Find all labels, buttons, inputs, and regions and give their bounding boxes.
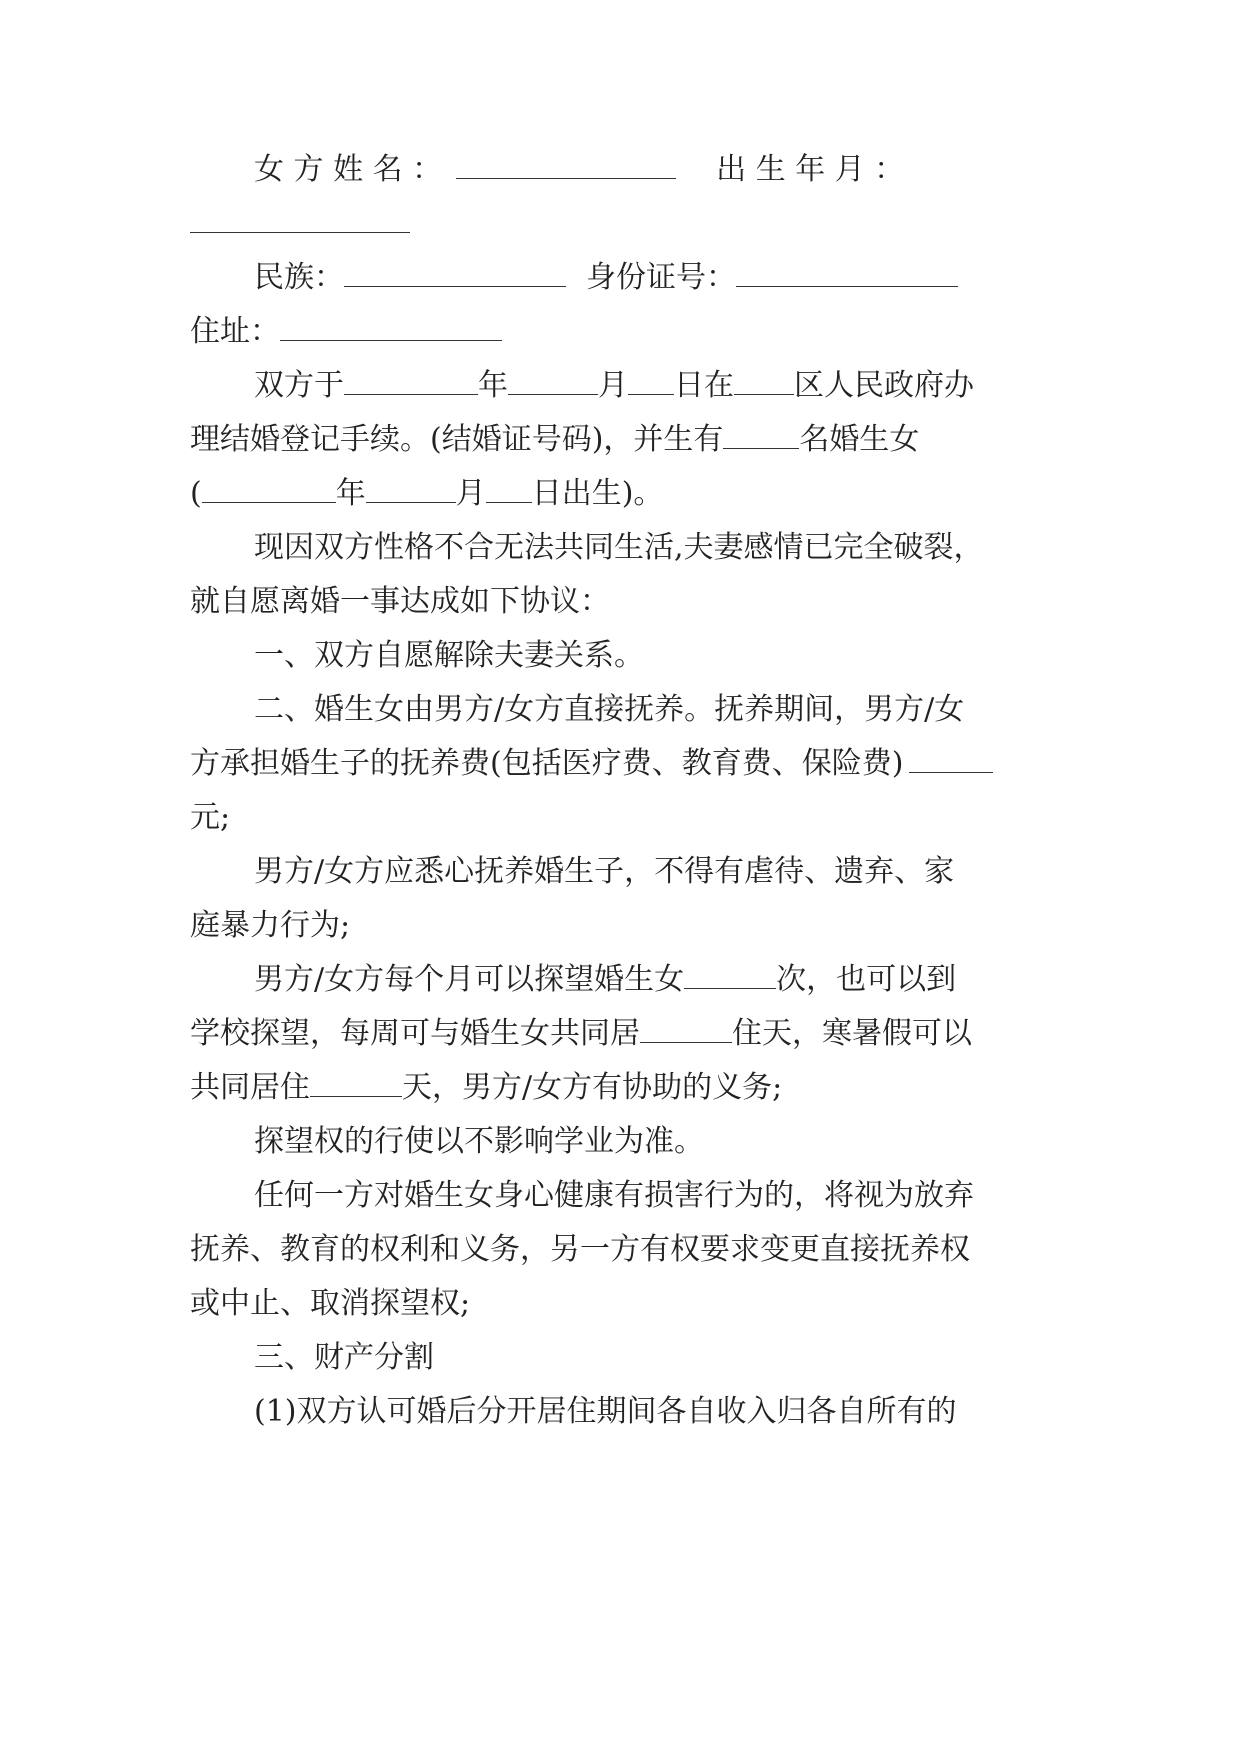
visit-times-blank[interactable]: [684, 958, 776, 989]
children-count-blank[interactable]: [723, 418, 799, 449]
clause-1: 一、双方自愿解除夫妻关系。: [254, 638, 644, 673]
female-name-label: 女 方 姓 名 ：: [254, 152, 443, 187]
marriage-district-blank[interactable]: [734, 364, 794, 395]
clause-3-heading: 三、财产分割: [254, 1340, 434, 1375]
marriage-text: (: [190, 476, 202, 511]
clause-2-line-2: [190, 742, 1050, 786]
visit-line-1: [254, 958, 1050, 1002]
marriage-text: 月: [455, 476, 486, 511]
female-id-label: 身份证号：: [586, 260, 736, 295]
holiday-stay-blank[interactable]: [310, 1066, 402, 1097]
care-line-2: 庭暴力行为;: [190, 908, 351, 943]
female-name-row: [254, 148, 1050, 192]
reason-line-1: 现因双方性格不合无法共同生活,夫妻感情已完全破裂，: [254, 530, 984, 565]
child-birth-day-blank[interactable]: [486, 472, 532, 503]
marriage-text: 理结婚登记手续。(结婚证号码)，并生有: [190, 422, 724, 457]
female-birth-blank[interactable]: [190, 202, 410, 233]
female-ethnicity-blank[interactable]: [344, 256, 566, 287]
property-item-1: (1)双方认可婚后分开居住期间各自收入归各自所有的: [254, 1394, 957, 1429]
visit-text: 住天，寒暑假可以: [732, 1016, 972, 1051]
marriage-text: 年: [478, 368, 508, 403]
visit-text: 男方/女方每个月可以探望婚生女: [254, 962, 685, 997]
marriage-day-blank[interactable]: [628, 364, 674, 395]
female-ethnicity-row: [254, 256, 1050, 300]
female-birth-row: [190, 202, 1050, 246]
female-address-blank[interactable]: [280, 310, 502, 341]
harm-line-3: 或中止、取消探望权;: [190, 1286, 471, 1321]
clause-2-line-1: 二、婚生女由男方/女方直接抚养。抚养期间，男方/女: [254, 692, 965, 727]
marriage-year-blank[interactable]: [344, 364, 478, 395]
visit-text: 学校探望，每周可与婚生女共同居: [190, 1016, 640, 1051]
harm-line-2: 抚养、教育的权利和义务，另一方有权要求变更直接抚养权: [190, 1232, 970, 1267]
marriage-text: 区人民政府办: [794, 368, 974, 403]
visit-rule: 探望权的行使以不影响学业为准。: [254, 1124, 704, 1159]
visit-line-2: [190, 1012, 1050, 1056]
harm-line-1: 任何一方对婚生女身心健康有损害行为的，将视为放弃: [254, 1178, 974, 1213]
support-fee-blank[interactable]: [909, 742, 993, 773]
marriage-text: 月: [598, 368, 628, 403]
visit-text: 天，男方/女方有协助的义务;: [402, 1070, 783, 1105]
weekly-stay-blank[interactable]: [640, 1012, 732, 1043]
child-birth-month-blank[interactable]: [366, 472, 456, 503]
female-birth-label: 出 生 年 月 ：: [716, 152, 905, 187]
female-name-blank[interactable]: [456, 148, 676, 179]
marriage-line-3: [190, 472, 1050, 516]
visit-text: 共同居住: [190, 1070, 310, 1105]
female-address-label: 住址：: [190, 314, 280, 349]
female-ethnicity-label: 民族：: [254, 260, 344, 295]
visit-text: 次，也可以到: [776, 962, 957, 997]
marriage-text: 日出生)。: [531, 476, 664, 511]
reason-line-2: 就自愿离婚一事达成如下协议：: [190, 584, 610, 619]
care-line-1: 男方/女方应悉心抚养婚生子，不得有虐待、遗弃、家: [254, 854, 955, 889]
marriage-text: 名婚生女: [799, 422, 920, 457]
marriage-line-1: [254, 364, 1050, 408]
visit-line-3: [190, 1066, 1050, 1110]
marriage-text: 年: [335, 476, 366, 511]
marriage-line-2: [190, 418, 1050, 462]
marriage-text: 日在: [674, 368, 734, 403]
marriage-month-blank[interactable]: [508, 364, 598, 395]
clause-2-text: 方承担婚生子的抚养费(包括医疗费、教育费、保险费): [190, 746, 904, 781]
marriage-text: 双方于: [254, 368, 344, 403]
female-address-row: [190, 310, 1050, 354]
clause-2-line-3: 元;: [190, 800, 231, 835]
child-birth-year-blank[interactable]: [202, 472, 336, 503]
female-id-blank[interactable]: [736, 256, 958, 287]
